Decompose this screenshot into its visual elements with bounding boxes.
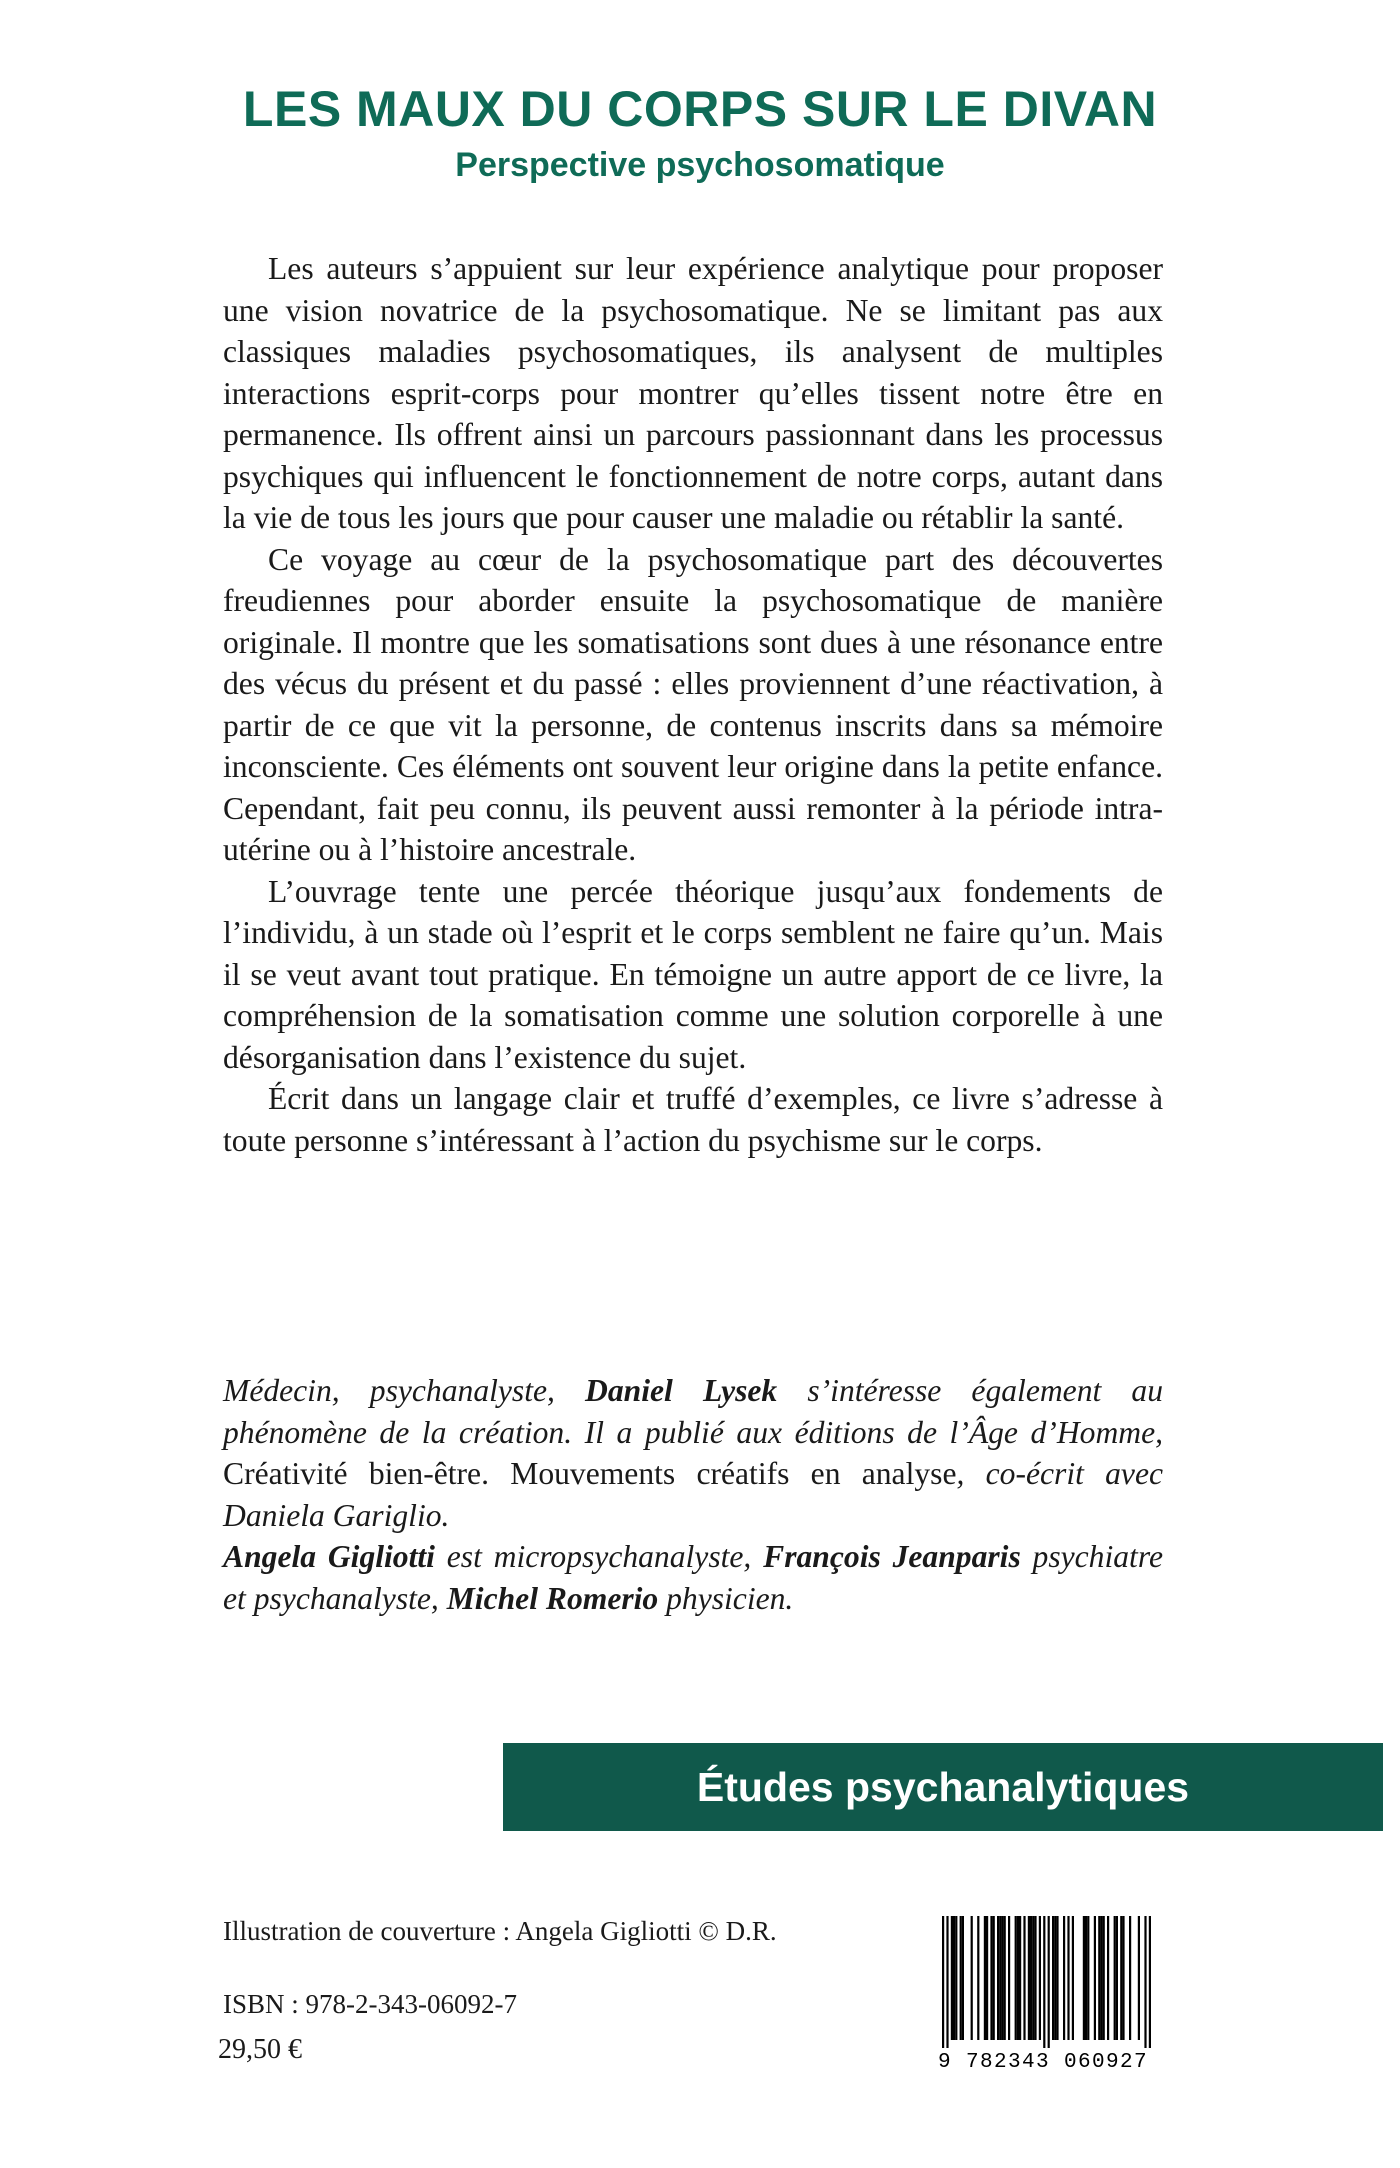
bio-text: est micropsychanalyste, (434, 1539, 764, 1574)
collection-label: Études psychanalytiques (696, 1764, 1190, 1810)
barcode-bar (1048, 1916, 1050, 2048)
barcode-bar (999, 1916, 1001, 2040)
barcode-bar (986, 1916, 988, 2040)
barcode-bar (1116, 1916, 1118, 2040)
author-name: Angela Gigliotti (223, 1539, 435, 1574)
barcode-bar (1019, 1916, 1021, 2040)
barcode-bar (1023, 1916, 1025, 2040)
collection-band (503, 1743, 1383, 1831)
barcode-bar (1054, 1916, 1056, 2040)
barcode-bar (1114, 1916, 1116, 2040)
barcode-bar (1087, 1916, 1089, 2040)
barcode-bar (1008, 1916, 1010, 2040)
barcode-bar (1138, 1916, 1140, 2040)
barcode-bar (1103, 1916, 1105, 2040)
barcode-bar (1122, 1916, 1124, 2040)
barcode-bar (990, 1916, 992, 2040)
barcode-bar (1034, 1916, 1036, 2040)
barcode-bar (1083, 1916, 1085, 2040)
barcode-bar (1120, 1916, 1122, 2040)
barcode-bar (1032, 1916, 1034, 2040)
bio-paragraph-lysek (223, 1370, 1163, 1536)
barcode-bar (971, 1916, 973, 2040)
barcode-bar (955, 1916, 957, 2040)
bio-paragraph-coauthors (223, 1536, 1163, 1619)
barcode-bar (946, 1916, 948, 2048)
barcode-bar (1028, 1916, 1030, 2040)
summary-paragraph: Écrit dans un langage clair et truffé d’exemples, ce livre s’adresse à toute personne s’intéressant à l’action du psychisme sur le corps. (223, 1081, 1163, 1158)
barcode-bar (951, 1916, 953, 2040)
barcode-bar (1004, 1916, 1006, 2040)
barcode-bar (1067, 1916, 1069, 2040)
barcode (928, 1916, 1158, 2071)
bio-text: physicien. (658, 1580, 794, 1616)
author-name: François Jeanparis (763, 1539, 1021, 1574)
author-name: Michel Romerio (446, 1580, 659, 1616)
bio-text: Médecin, psychanalyste, (223, 1373, 586, 1408)
barcode-bar (1072, 1916, 1074, 2040)
barcode-bar (1100, 1916, 1102, 2040)
barcode-bar (1094, 1916, 1096, 2040)
barcode-bar (1085, 1916, 1087, 2040)
book-subtitle: Perspective psychosomatique (455, 146, 945, 184)
barcode-bar (1039, 1916, 1041, 2040)
bio-text: psychiatre et psychanalyste, (223, 1539, 1163, 1616)
barcode-digits: 9 782343 060927 (937, 2051, 1149, 2071)
barcode-bars (942, 1916, 1151, 2048)
barcode-bar (1017, 1916, 1019, 2040)
barcode-bar (942, 1916, 944, 2048)
barcode-bar (960, 1916, 962, 2040)
barcode-bar (1015, 1916, 1017, 2040)
price: 29,50 € (218, 2034, 302, 2065)
barcode-bar (953, 1916, 955, 2040)
authors-bio (223, 1370, 1163, 1619)
cover-credit: Illustration de couverture : Angela Gigliotti © D.R. (223, 1916, 777, 1946)
author-name: Daniel Lysek (585, 1373, 778, 1408)
barcode-bar (1149, 1916, 1151, 2048)
barcode-bar (997, 1916, 999, 2040)
book-title: LES MAUX DU CORPS SUR LE DIVAN (242, 81, 1158, 137)
book-reference: Créativité bien-être. Mouvements créatifs en analyse (223, 1456, 957, 1491)
isbn: ISBN : 978-2-343-06092-7 (223, 1989, 517, 2019)
barcode-bar (1144, 1916, 1146, 2048)
barcode-bar (984, 1916, 986, 2040)
barcode-bar (1001, 1916, 1003, 2040)
barcode-bar (962, 1916, 964, 2040)
summary-paragraph: Ce voyage au cœur de la psychosomatique part des découvertes freudiennes pour aborder ensuite la psychosomatique de manière originale. Il montre que les somatisations sont dues à une résonance entre des vécus du présent et du passé : elles proviennent d’une réactivation, à partir de ce que vit la personne, de contenus inscrits dans sa mémoire inconsciente. Ces éléments ont souvent leur origine dans la petite enfance. Cependant, fait peu connu, ils peuvent aussi remonter à la période intra-utérine ou à l’histoire ancestrale. (223, 541, 1163, 867)
barcode-bar (1052, 1916, 1054, 2040)
bio-text: , co-écrit avec Daniela Gariglio. (223, 1456, 1163, 1533)
barcode-bar (1063, 1916, 1065, 2040)
summary-text (223, 248, 1163, 1161)
barcode-bar (977, 1916, 979, 2040)
barcode-bar (1107, 1916, 1109, 2040)
summary-paragraph: L’ouvrage tente une percée théorique jusqu’aux fondements de l’individu, à un stade où l’esprit et le corps semblent ne faire qu’un. Mais il se veut avant tout pratique. En témoigne un autre apport de ce livre, la compréhension de la somatisation comme une solution corporelle à une désorganisation dans l’existence du sujet. (223, 873, 1163, 1075)
barcode-bar (1056, 1916, 1058, 2040)
barcode-bar (1043, 1916, 1045, 2048)
summary-paragraph: Les auteurs s’appuient sur leur expérience analytique pour proposer une vision novatrice de la psychosomatique. Ne se limitant pas aux classiques maladies psychosomatiques, ils analysent de multiples interactions esprit-corps pour montrer qu’elles tissent notre être en permanence. Ils offrent ainsi un parcours passionnant dans les processus psychiques qui influencent le fonctionnement de notre corps, autant dans la vie de tous les jours que pour causer une maladie ou rétablir la santé. (223, 251, 1163, 535)
barcode-bar (1098, 1916, 1100, 2040)
barcode-bar (1030, 1916, 1032, 2040)
barcode-bar (1129, 1916, 1131, 2040)
bio-text: s’intéresse également au phénomène de la création. Il a publié aux éditions de l’Âge d’Homme, (223, 1373, 1163, 1450)
barcode-bar (993, 1916, 995, 2040)
